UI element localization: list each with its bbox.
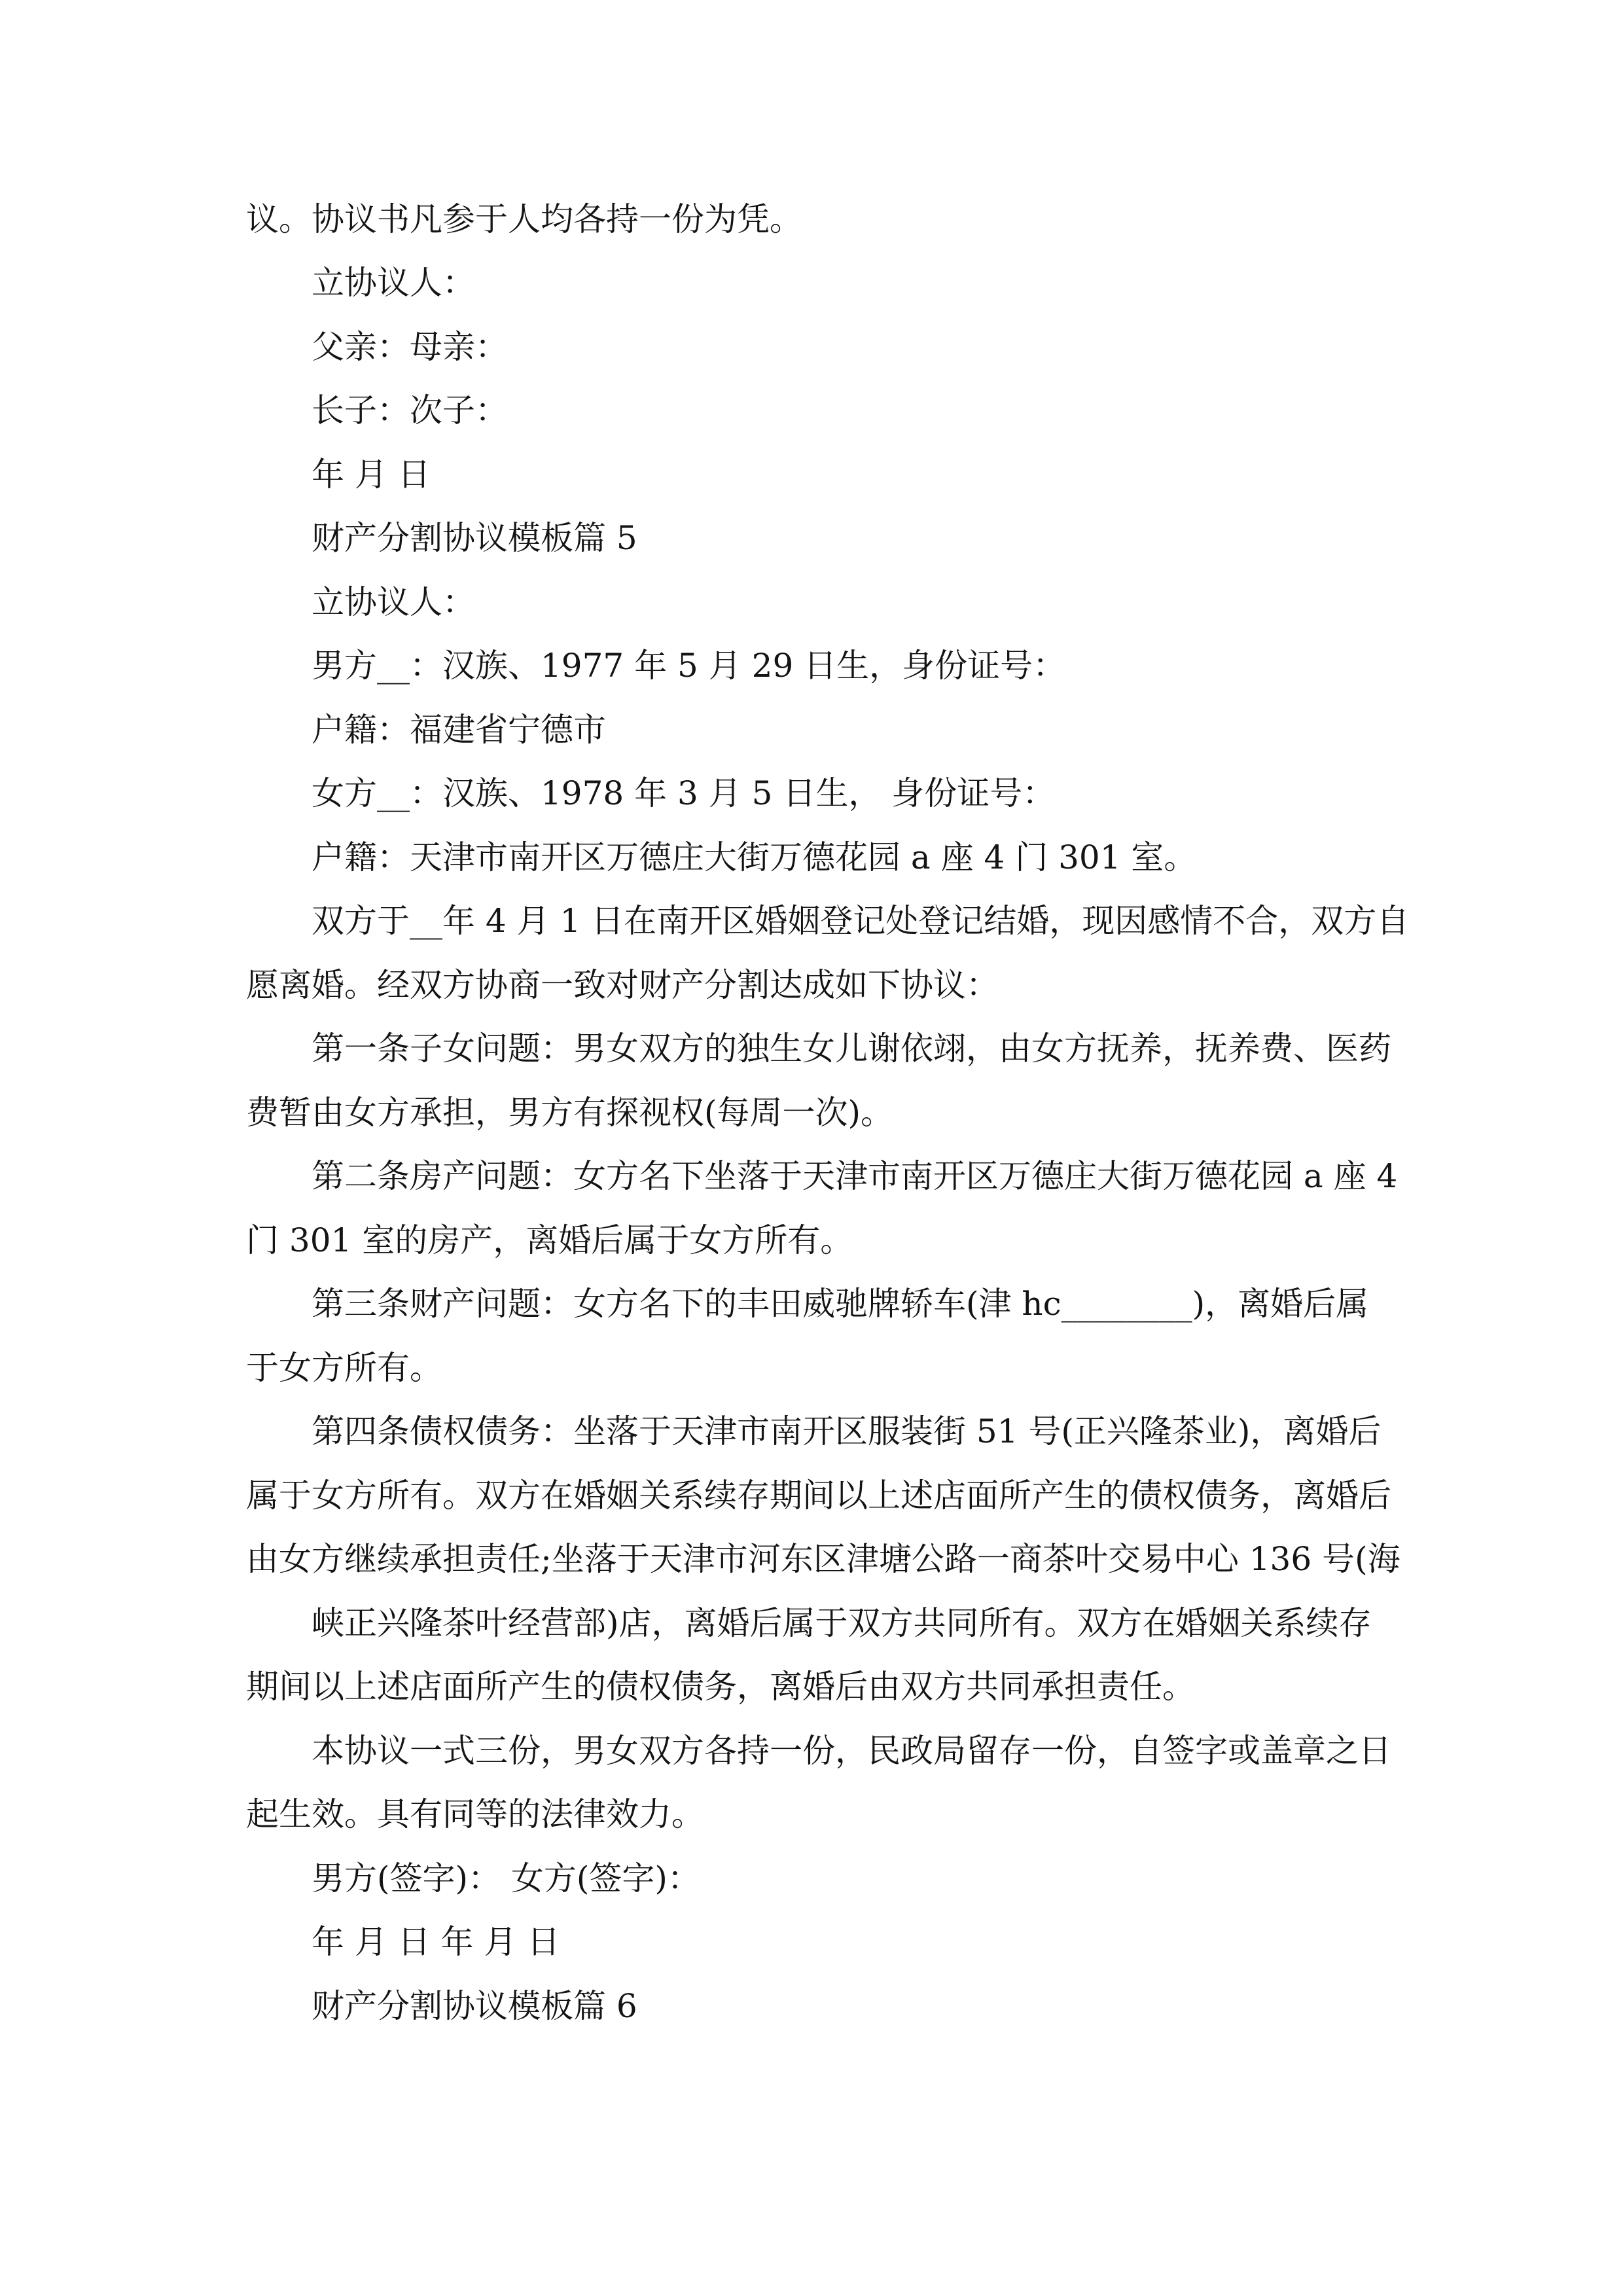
section-heading: 财产分割协议模板篇 6 [312, 1987, 637, 2025]
text-line: 愿离婚。经双方协商一致对财产分割达成如下协议： [246, 966, 999, 1004]
text-line: 本协议一式三份，男女双方各持一份，民政局留存一份，自签字或盖章之日 [312, 1732, 1391, 1770]
text-line: 第四条债权债务：坐落于天津市南开区服装街 51 号(正兴隆茶业)，离婚后 [312, 1412, 1382, 1450]
date-line: 年 月 日 年 月 日 [312, 1923, 560, 1961]
text-line: 于女方所有。 [246, 1349, 442, 1387]
text-line: 第一条子女问题：男女双方的独生女儿谢依翊，由女方抚养，抚养费、医药 [312, 1030, 1391, 1067]
text-line: 女方__：汉族、1978 年 3 月 5 日生， 身份证号： [312, 774, 1056, 812]
text-line: 立协议人： [312, 583, 475, 621]
text-line: 起生效。具有同等的法律效力。 [246, 1795, 704, 1833]
text-line: 双方于__年 4 月 1 日在南开区婚姻登记处登记结婚，现因感情不合，双方自 [312, 902, 1410, 940]
text-line: 峡正兴隆茶叶经营部)店，离婚后属于双方共同所有。双方在婚姻关系续存 [312, 1604, 1372, 1642]
signature-line: 男方(签字)： 女方(签字)： [312, 1859, 700, 1897]
text-line: 户籍：福建省宁德市 [312, 711, 606, 749]
text-line: 费暂由女方承担，男方有探视权(每周一次)。 [246, 1094, 894, 1132]
text-line: 第二条房产问题：女方名下坐落于天津市南开区万德庄大街万德花园 a 座 4 [312, 1157, 1398, 1195]
text-line: 属于女方所有。双方在婚姻关系续存期间以上述店面所产生的债权债务，离婚后 [246, 1477, 1391, 1515]
text-line: 门 301 室的房产，离婚后属于女方所有。 [246, 1221, 853, 1259]
text-line: 第三条财产问题：女方名下的丰田威驰牌轿车(津 hc________)，离婚后属 [312, 1285, 1369, 1323]
section-heading: 财产分割协议模板篇 5 [312, 519, 637, 557]
text-line: 由女方继续承担责任;坐落于天津市河东区津塘公路一商茶叶交易中心 136 号(海 [246, 1540, 1400, 1578]
text-line: 立协议人： [312, 264, 475, 302]
text-line: 长子：次子： [312, 391, 508, 429]
text-line: 议。协议书凡参于人均各持一份为凭。 [246, 200, 802, 238]
text-line: 父亲：母亲： [312, 328, 508, 366]
text-line: 男方__：汉族、1977 年 5 月 29 日生，身份证号： [312, 647, 1066, 685]
text-line: 年 月 日 [312, 456, 431, 493]
text-line: 期间以上述店面所产生的债权债务，离婚后由双方共同承担责任。 [246, 1668, 1195, 1706]
text-line: 户籍：天津市南开区万德庄大街万德花园 a 座 4 门 301 室。 [312, 838, 1197, 876]
